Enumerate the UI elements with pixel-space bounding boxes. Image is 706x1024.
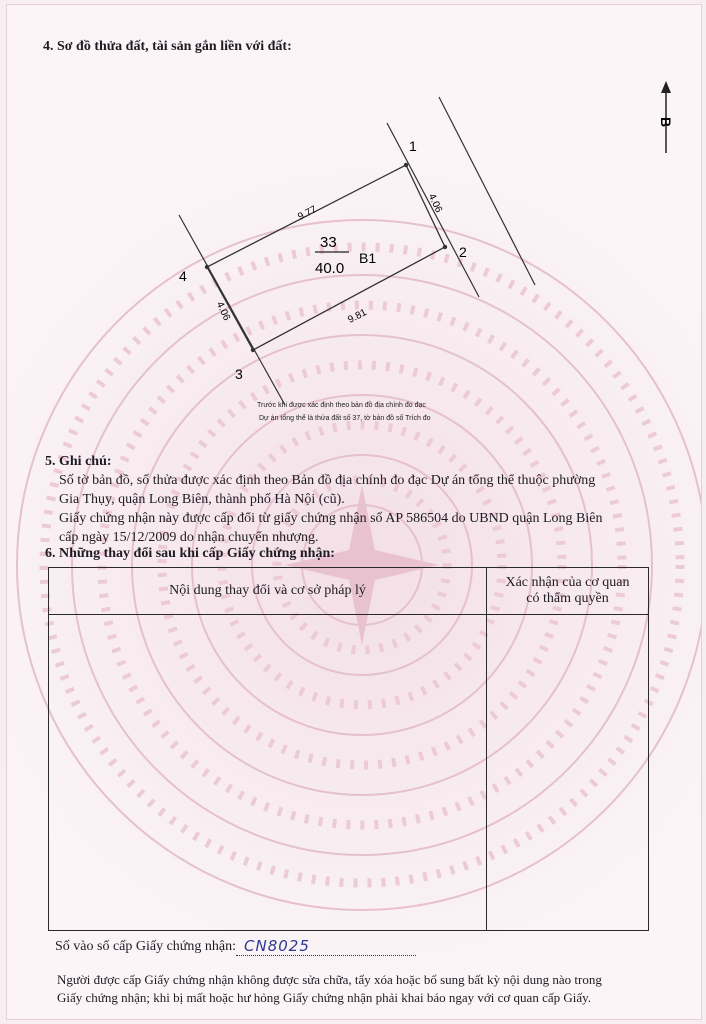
parcel-map	[7, 75, 701, 435]
registry-row	[55, 939, 416, 956]
section-5-title: 5. Ghi chú:	[45, 454, 112, 469]
column-header-content: Nội dung thay đổi và cơ sở pháp lý	[49, 568, 487, 615]
column-header-confirmation-line-2: có thẩm quyền	[526, 591, 609, 606]
note-line-2: Gia Thụy, quận Long Biên, thành phố Hà Nội (cũ).	[59, 492, 345, 507]
column-header-confirmation	[487, 568, 649, 615]
road-line-left	[179, 215, 285, 405]
column-header-confirmation-line-1: Xác nhận của cơ quan	[505, 575, 630, 590]
warning-line-2: Giấy chứng nhận; khi bị mất hoặc hư hỏng Giấy chứng nhận phải khai báo ngay với cơ quan cấp Giấy.	[57, 990, 592, 1005]
edge-label-top: 9.77	[296, 204, 319, 223]
land-type: B1	[359, 250, 377, 266]
parcel-number: 33	[320, 234, 337, 251]
edge-label-left: 4.06	[213, 300, 232, 323]
confirmation-cell	[487, 615, 649, 931]
section-4-title: 4. Sơ đồ thửa đất, tài sản gắn liền với đất:	[43, 39, 292, 54]
section-6-title: 6. Những thay đổi sau khi cấp Giấy chứng nhận:	[45, 546, 335, 561]
map-note-line-1: Trước khi được xác định theo bản đồ địa chính đo đạc	[257, 402, 426, 409]
edge-label-right: 4.06	[425, 192, 444, 215]
registry-label: Số vào sổ cấp Giấy chứng nhận:	[55, 939, 236, 954]
north-label: B	[658, 117, 674, 128]
note-line-1: Số tờ bản đồ, số thửa được xác định theo Bản đồ địa chính đo đạc Dự án tổng thể thuộc phường	[59, 473, 596, 488]
road-line-right	[439, 97, 535, 285]
changes-table	[48, 567, 649, 931]
note-line-3: Giấy chứng nhận này được cấp đổi từ giấy chứng nhận số AP 586504 do UBND quận Long Biên	[59, 511, 603, 526]
warning-line-1: Người được cấp Giấy chứng nhận không được sửa chữa, tẩy xóa hoặc bổ sung bất kỳ nội dung nào trong	[57, 972, 602, 987]
point-label-3: 3	[235, 366, 243, 382]
changes-content-cell	[49, 615, 487, 931]
point-label-1: 1	[409, 138, 417, 154]
parcel-area: 40.0	[315, 260, 345, 277]
note-line-4: cấp ngày 15/12/2009 do nhận chuyển nhượng.	[59, 530, 319, 545]
map-note-line-2: Dự án tổng thể là thửa đất số 37, tờ bản đồ số Trích đo	[259, 415, 431, 422]
parcel-outline	[207, 165, 445, 350]
point-label-4: 4	[179, 268, 187, 284]
certificate-page	[6, 4, 702, 1020]
edge-label-bottom: 9.81	[346, 307, 369, 326]
point-label-2: 2	[459, 244, 467, 260]
registry-value: CN8025	[244, 937, 310, 955]
registry-field	[236, 939, 416, 956]
